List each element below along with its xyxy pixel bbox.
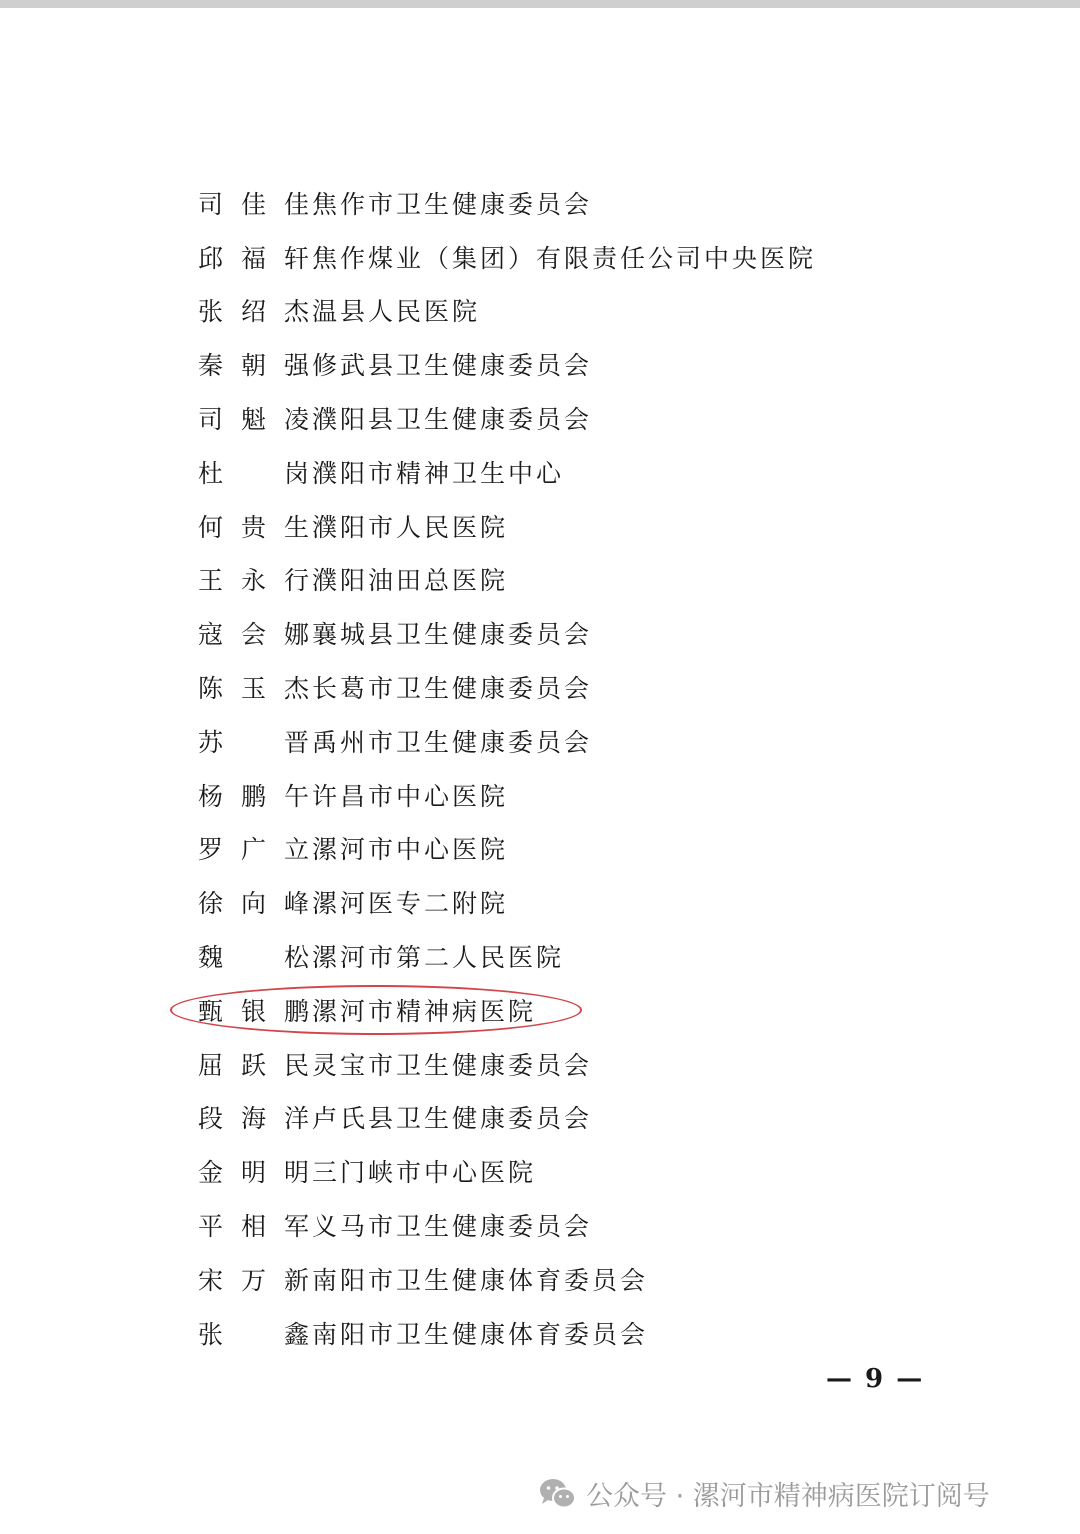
watermark-text: 公众号 · 漯河市精神病医院订阅号 xyxy=(586,1481,990,1512)
person-name: 杨 鹏 午 xyxy=(198,781,312,811)
person-name: 段 海 洋 xyxy=(198,1104,312,1134)
organization-name: 焦作煤业（集团）有限责任公司中央医院 xyxy=(312,243,817,273)
person-name: 屈 跃 民 xyxy=(198,1050,312,1080)
person-name: 寇 会 娜 xyxy=(198,620,312,650)
person-name: 甄 银 鹏 xyxy=(198,996,312,1026)
organization-name: 漯河市精神病医院 xyxy=(312,996,537,1026)
person-name: 金 明 明 xyxy=(198,1158,312,1188)
roster-row xyxy=(198,391,998,445)
organization-name: 襄城县卫生健康委员会 xyxy=(312,620,593,650)
roster-row xyxy=(198,1198,998,1252)
organization-name: 焦作市卫生健康委员会 xyxy=(312,189,593,219)
watermark xyxy=(538,1474,990,1513)
person-name: 平 相 军 xyxy=(198,1212,312,1242)
name-roster xyxy=(198,176,998,1360)
organization-name: 修武县卫生健康委员会 xyxy=(312,351,593,381)
person-name: 司 佳 佳 xyxy=(198,189,312,219)
roster-row xyxy=(198,1037,998,1091)
roster-row xyxy=(198,230,998,284)
roster-row xyxy=(198,284,998,338)
roster-row xyxy=(198,714,998,768)
person-name: 罗 广 立 xyxy=(198,835,312,865)
roster-row xyxy=(198,337,998,391)
roster-row xyxy=(198,176,998,230)
person-name: 邱 福 轩 xyxy=(198,243,312,273)
organization-name: 灵宝市卫生健康委员会 xyxy=(312,1050,593,1080)
person-name: 王 永 行 xyxy=(198,566,312,596)
roster-row xyxy=(198,875,998,929)
top-edge-bar xyxy=(0,0,1080,8)
roster-row xyxy=(198,983,998,1037)
roster-row xyxy=(198,1091,998,1145)
person-name: 陈 玉 杰 xyxy=(198,674,312,704)
organization-name: 濮阳市精神卫生中心 xyxy=(312,458,565,488)
organization-name: 漯河市中心医院 xyxy=(312,835,509,865)
wechat-icon xyxy=(538,1477,578,1511)
organization-name: 濮阳市人民医院 xyxy=(312,512,509,542)
page-number: — 9 — xyxy=(826,1364,925,1394)
roster-row xyxy=(198,660,998,714)
person-name: 何 贵 生 xyxy=(198,512,312,542)
person-name: 秦 朝 强 xyxy=(198,351,312,381)
roster-row xyxy=(198,929,998,983)
person-name: 苏 晋 xyxy=(198,727,312,757)
person-name: 宋 万 新 xyxy=(198,1265,312,1295)
organization-name: 濮阳油田总医院 xyxy=(312,566,509,596)
organization-name: 漯河医专二附院 xyxy=(312,889,509,919)
person-name: 张 绍 杰 xyxy=(198,297,312,327)
organization-name: 漯河市第二人民医院 xyxy=(312,943,565,973)
person-name: 杜 岗 xyxy=(198,458,312,488)
organization-name: 南阳市卫生健康体育委员会 xyxy=(312,1319,649,1349)
person-name: 张 鑫 xyxy=(198,1319,312,1349)
roster-row xyxy=(198,768,998,822)
roster-row xyxy=(198,1252,998,1306)
roster-row xyxy=(198,1144,998,1198)
organization-name: 南阳市卫生健康体育委员会 xyxy=(312,1265,649,1295)
organization-name: 卢氏县卫生健康委员会 xyxy=(312,1104,593,1134)
organization-name: 三门峡市中心医院 xyxy=(312,1158,537,1188)
roster-row xyxy=(198,499,998,553)
person-name: 徐 向 峰 xyxy=(198,889,312,919)
organization-name: 濮阳县卫生健康委员会 xyxy=(312,405,593,435)
organization-name: 义马市卫生健康委员会 xyxy=(312,1212,593,1242)
roster-row xyxy=(198,1306,998,1360)
person-name: 魏 松 xyxy=(198,943,312,973)
organization-name: 长葛市卫生健康委员会 xyxy=(312,674,593,704)
roster-row xyxy=(198,553,998,607)
roster-row xyxy=(198,822,998,876)
organization-name: 许昌市中心医院 xyxy=(312,781,509,811)
organization-name: 禹州市卫生健康委员会 xyxy=(312,727,593,757)
roster-row xyxy=(198,445,998,499)
organization-name: 温县人民医院 xyxy=(312,297,481,327)
person-name: 司 魁 凌 xyxy=(198,405,312,435)
roster-row xyxy=(198,606,998,660)
